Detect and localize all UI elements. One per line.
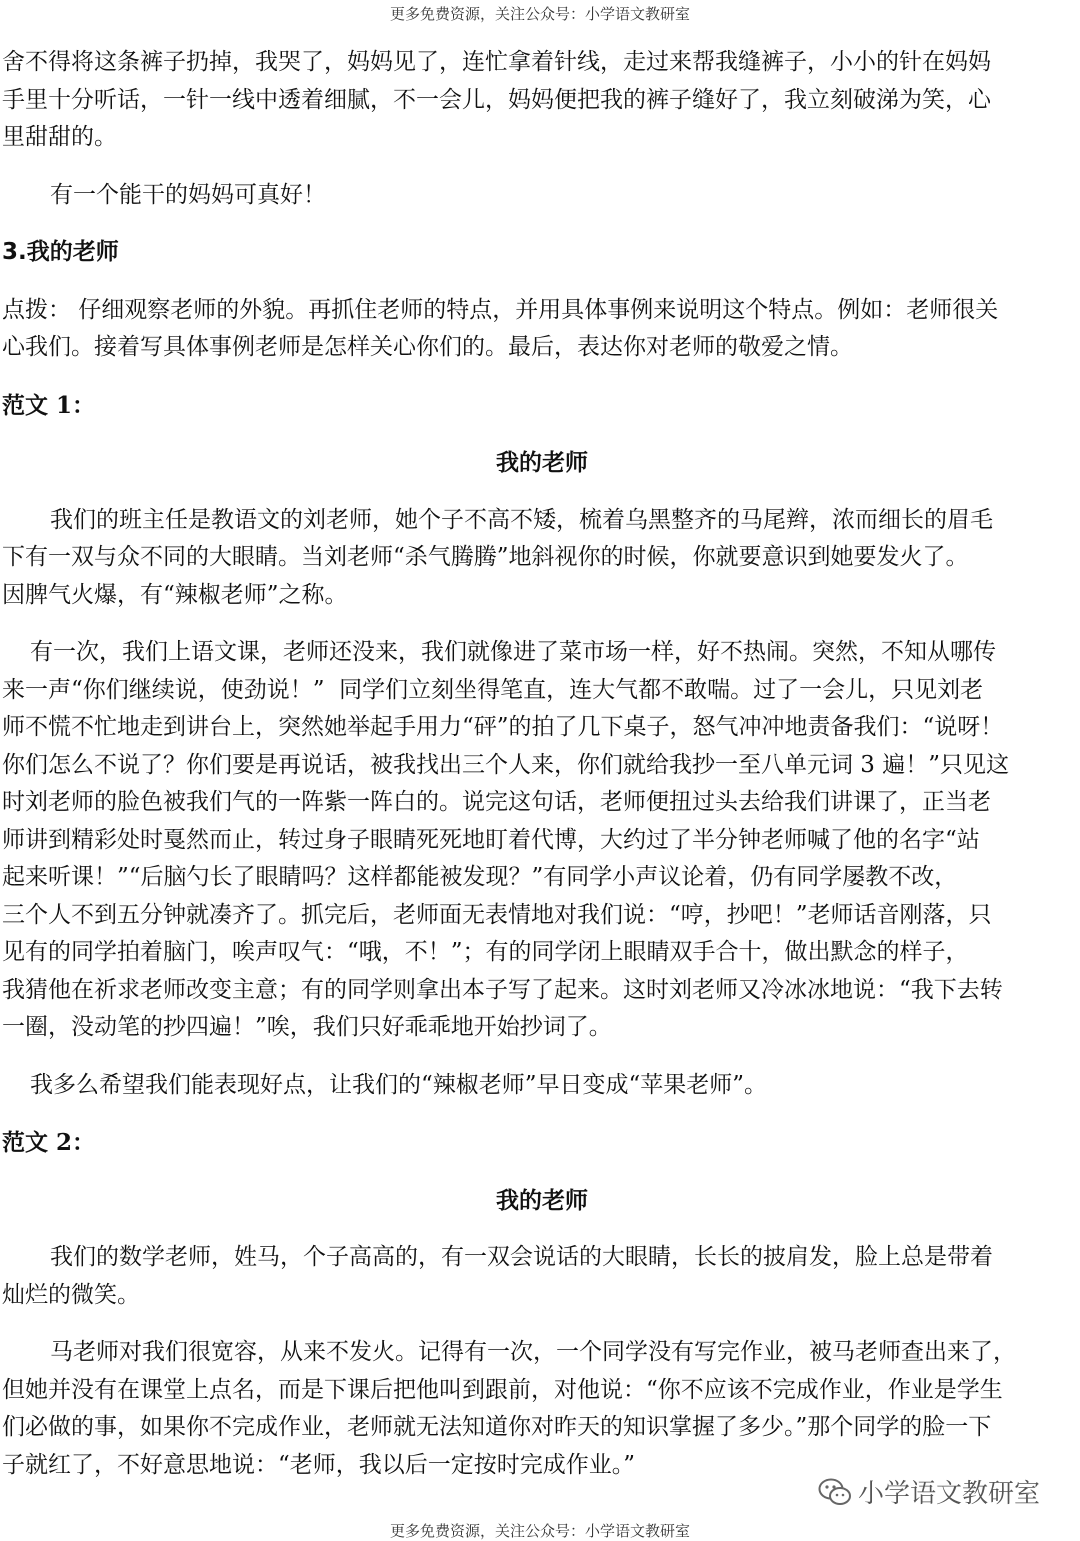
paragraph-line: 有一次，我们上语文课，老师还没来，我们就像进了菜市场一样，好不热闹。突然，不知从哪传 [30,639,996,665]
sample-label: 范文 1： [2,391,96,419]
paragraph-line: 一圈，没动笔的抄四遍！”唉，我们只好乖乖地开始抄词了。 [2,1014,612,1040]
sample-label: 范文 2： [2,1129,96,1156]
paragraph-line: 我多么希望我们能表现好点，让我们的“辣椒老师”早日变成“苹果老师”。 [30,1071,768,1098]
closing-sentence: 有一个能干的妈妈可真好！ [50,181,326,208]
paragraph-line: 手里十分听话，一针一线中透着细腻，不一会儿，妈妈便把我的裤子缝好了，我立刻破涕为笑，心 [2,86,991,113]
paragraph-line: 我们的数学老师，姓马，个子高高的，有一双会说话的大眼睛，长长的披肩发，脸上总是带着 [50,1244,993,1270]
document-body [2,44,1080,1484]
paragraph-line: 师不慌不忙地走到讲台上，突然她举起手用力“砰”的拍了几下桌子，怒气冲冲地责备我们：“说呀！ [2,714,1004,740]
paragraph-line: 我猜他在祈求老师改变主意；有的同学则拿出本子写了起来。这时刘老师又冷冰冰地说：“我下去转 [2,976,1003,1003]
header-note: 更多免费资源，关注公众号：小学语文教研室 [389,5,690,23]
paragraph-line: 但她并没有在课堂上点名，而是下课后把他叫到跟前，对他说：“你不应该不完成作业，作业是学生 [2,1376,1003,1403]
paragraph-line: 子就红了，不好意思地说：“老师，我以后一定按时完成作业。” [2,1451,636,1478]
paragraph-line: 三个人不到五分钟就凑齐了。抓完后，老师面无表情地对我们说：“哼，抄吧！”老师话音刚落，只 [2,901,992,928]
wechat-icon [818,1477,852,1507]
paragraph-line: 因脾气火爆，有“辣椒老师”之称。 [2,581,348,608]
paragraph-line: 灿烂的微笑。 [2,1281,140,1308]
paragraph-line: 时刘老师的脸色被我们气的一阵紫一阵白的。说完这句话，老师便扭过头去给我们讲课了，正当老 [2,789,991,815]
section-heading: 3.我的老师 [2,239,119,265]
paragraph-line: 们必做的事，如果你不完成作业，老师就无法知道你对昨天的知识掌握了多少。”那个同学的脸一下 [2,1414,992,1440]
tip-line: 心我们。接着写具体事例老师是怎样关心你们的。最后，表达你对老师的敬爱之情。 [2,334,853,360]
paragraph-line: 你们怎么不说了？你们要是再说话，被我找出三个人来，你们就给我抄一至八单元词 3 遍！”只见这 [2,751,1010,778]
essay-title: 我的老师 [496,1186,588,1214]
watermark [818,1473,1040,1510]
paragraph-line: 师讲到精彩处时戛然而止，转过身子眼睛死死地盯着代博，大约过了半分钟老师喊了他的名字“站 [2,826,980,853]
essay-title: 我的老师 [496,449,588,476]
paragraph-line: 见有的同学拍着脑门，唉声叹气：“哦，不！”；有的同学闭上眼睛双手合十，做出默念的样子， [2,939,969,965]
paragraph-line: 马老师对我们很宽容，从来不发火。记得有一次，一个同学没有写完作业，被马老师查出来了， [50,1339,1016,1365]
paragraph-line: 舍不得将这条裤子扔掉，我哭了，妈妈见了，连忙拿着针线，走过来帮我缝裤子，小小的针在妈妈 [2,49,991,75]
footer-note: 更多免费资源，关注公众号：小学语文教研室 [389,1522,690,1540]
paragraph-line: 起来听课！”“后脑勺长了眼睛吗？这样都能被发现？”有同学小声议论着，仍有同学屡教不改， [2,864,958,890]
watermark-text: 小学语文教研室 [858,1479,1041,1509]
paragraph-line: 我们的班主任是教语文的刘老师，她个子不高不矮，梳着乌黑整齐的马尾辫，浓而细长的眉毛 [50,506,993,533]
paragraph-line: 里甜甜的。 [2,124,117,150]
tip-line: 点拨： 仔细观察老师的外貌。再抓住老师的特点，并用具体事例来说明这个特点。例如：老师很关 [2,296,999,323]
paragraph-line: 来一声“你们继续说，使劲说！” 同学们立刻坐得笔直，连大气都不敢喘。过了一会儿，只见刘老 [2,676,984,703]
paragraph-line: 下有一双与众不同的大眼睛。当刘老师“杀气腾腾”地斜视你的时候，你就要意识到她要发火了。 [2,544,969,570]
